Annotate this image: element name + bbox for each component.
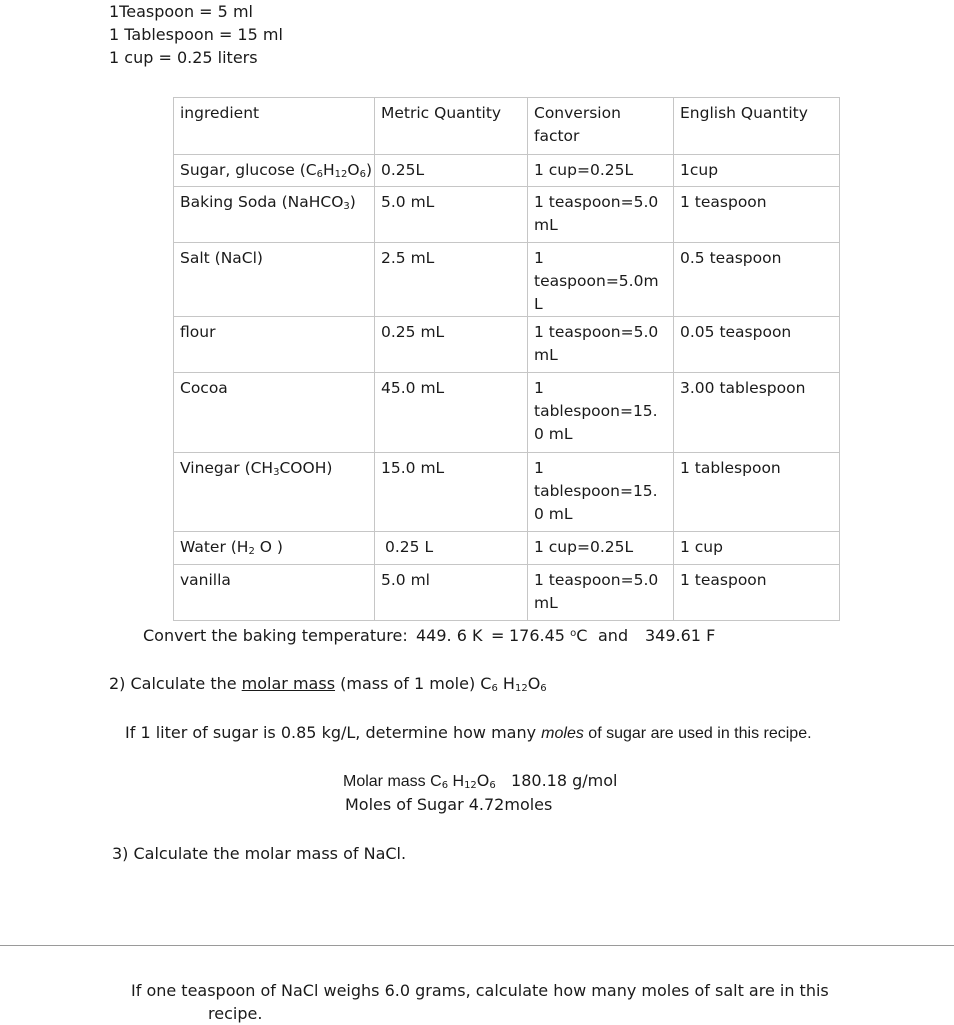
temperature-equals: = xyxy=(491,626,505,645)
answer-moles-of-sugar: Moles of Sugar 4.72moles xyxy=(345,795,553,814)
conversion-teaspoon: 1Teaspoon = 5 ml xyxy=(109,2,253,21)
answer-molar-mass: Molar mass $C_6$ $H_{12}O_6$ 180.18 g/mol xyxy=(343,771,618,791)
metric-cell: 45.0 mL xyxy=(375,373,528,453)
english-cell: 1 cup xyxy=(674,532,840,565)
table-row xyxy=(174,317,840,373)
nacl-moles-question-line-1: If one teaspoon of NaCl weighs 6.0 grams, calculate how many moles of salt are in this xyxy=(131,981,829,1000)
table-row xyxy=(174,243,840,317)
ingredient-cell: Cocoa xyxy=(174,373,375,453)
english-cell: 1cup xyxy=(674,155,840,187)
factor-cell: 1 cup=0.25L xyxy=(528,532,674,565)
metric-cell: 15.0 mL xyxy=(375,453,528,532)
ingredient-cell: flour xyxy=(174,317,375,373)
page-divider xyxy=(0,945,954,946)
ingredient-cell: Water ($H_2$ O ) xyxy=(174,532,375,565)
header-english-quantity: English Quantity xyxy=(674,98,840,155)
table-row xyxy=(174,453,840,532)
metric-cell: 5.0 mL xyxy=(375,187,528,243)
sugar-moles-question: If 1 liter of sugar is 0.85 kg/L, determine how many moles of sugar are used in this recipe. xyxy=(125,723,812,742)
question-3-nacl-molar-mass: 3) Calculate the molar mass of NaCl. xyxy=(112,844,407,863)
header-ingredient: ingredient xyxy=(174,98,375,155)
factor-cell: 1 teaspoon=5.0 mL xyxy=(528,187,674,243)
metric-cell: 0.25 mL xyxy=(375,317,528,373)
table-row xyxy=(174,155,840,187)
factor-cell: 1 teaspoon=5.0 mL xyxy=(528,317,674,373)
table-row xyxy=(174,532,840,565)
factor-cell: 1 tablespoon=15.0 mL xyxy=(528,453,674,532)
conversion-tablespoon: 1 Tablespoon = 15 ml xyxy=(109,25,283,44)
english-cell: 1 teaspoon xyxy=(674,565,840,621)
question-2-molar-mass: 2) Calculate the molar mass (mass of 1 mole) $C_6$ $H_{12}O_6$ xyxy=(109,674,547,694)
recipe-conversion-table xyxy=(173,97,840,621)
factor-cell: 1 tablespoon=15.0 mL xyxy=(528,373,674,453)
metric-cell: 0.25 L xyxy=(375,532,528,565)
metric-cell: 0.25L xyxy=(375,155,528,187)
metric-cell: 2.5 mL xyxy=(375,243,528,317)
table-row xyxy=(174,187,840,243)
table-header-row xyxy=(174,98,840,155)
factor-cell: 1 teaspoon=5.0mL xyxy=(528,243,674,317)
nacl-moles-question-line-2: recipe. xyxy=(208,1004,263,1023)
header-metric-quantity: Metric Quantity xyxy=(375,98,528,155)
english-cell: 0.5 teaspoon xyxy=(674,243,840,317)
english-cell: 1 tablespoon xyxy=(674,453,840,532)
temperature-celsius: 176.45 $^o$C xyxy=(509,626,588,645)
conversion-cup: 1 cup = 0.25 liters xyxy=(109,48,258,67)
ingredient-cell: Sugar, glucose $(C_6H_{12}O_6)$ xyxy=(174,155,375,187)
temperature-label: Convert the baking temperature: xyxy=(143,626,408,645)
header-conversion-factor: Conversion factor xyxy=(528,98,674,155)
ingredient-cell: Baking Soda (NaHCO$_3$) xyxy=(174,187,375,243)
ingredient-cell: Salt (NaCl) xyxy=(174,243,375,317)
temperature-fahrenheit: 349.61 F xyxy=(645,626,716,645)
factor-cell: 1 cup=0.25L xyxy=(528,155,674,187)
temperature-kelvin: 449. 6 K xyxy=(416,626,483,645)
factor-cell: 1 teaspoon=5.0 mL xyxy=(528,565,674,621)
temperature-and: and xyxy=(598,626,629,645)
table-row xyxy=(174,373,840,453)
english-cell: 0.05 teaspoon xyxy=(674,317,840,373)
ingredient-cell: vanilla xyxy=(174,565,375,621)
english-cell: 3.00 tablespoon xyxy=(674,373,840,453)
ingredient-cell: Vinegar $(CH_3COOH)$ xyxy=(174,453,375,532)
table-row xyxy=(174,565,840,621)
metric-cell: 5.0 ml xyxy=(375,565,528,621)
english-cell: 1 teaspoon xyxy=(674,187,840,243)
